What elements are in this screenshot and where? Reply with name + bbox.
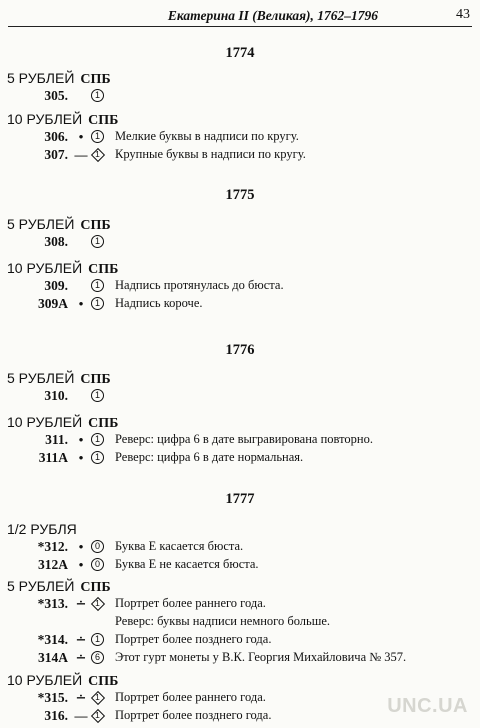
- rarity-circle-icon: [91, 651, 104, 664]
- rarity-degree: 1: [91, 279, 104, 292]
- page-number: 43: [456, 7, 470, 22]
- rarity-degree: 0: [91, 540, 104, 553]
- denomination-label: 5 РУБЛЕЙ: [7, 216, 75, 232]
- denomination-label: 5 РУБЛЕЙ: [7, 578, 75, 594]
- rarity-degree: 1: [95, 598, 100, 608]
- catalog-entry-continuation: [0, 614, 480, 630]
- catalog-entry: [0, 278, 480, 294]
- diamond-frame: [91, 597, 104, 610]
- page-header: [8, 4, 472, 27]
- year-heading: 1775: [225, 187, 255, 203]
- rarity-degree: 1: [95, 149, 100, 159]
- mint-label: СПБ: [88, 113, 119, 128]
- catalog-entry: [0, 388, 480, 404]
- rarity-circle-icon: [91, 451, 104, 464]
- rarity-circle-icon: [91, 558, 104, 571]
- rarity-mark: •: [78, 432, 84, 447]
- entry-description: Портрет более раннего года.: [115, 596, 266, 610]
- mint-label: СПБ: [80, 580, 111, 595]
- year-heading: 1776: [225, 342, 255, 358]
- rarity-degree: 1: [91, 433, 104, 446]
- catalog-entry: [0, 596, 480, 612]
- entry-description: Портрет более раннего года.: [115, 690, 266, 704]
- rarity-mark: —: [74, 708, 88, 723]
- catalog-entry: [0, 129, 480, 145]
- catalog-entry: [0, 650, 480, 666]
- catalog-entry: [0, 234, 480, 250]
- mint-label: СПБ: [88, 262, 119, 277]
- entry-number: 311А: [38, 450, 68, 465]
- rarity-mark: •: [78, 296, 84, 311]
- rarity-degree: 1: [91, 89, 104, 102]
- rarity-circle-icon: [91, 297, 104, 310]
- denomination-label: 5 РУБЛЕЙ: [7, 370, 75, 386]
- entry-description: Реверс: цифра 6 в дате нормальная.: [115, 450, 304, 464]
- catalog-entry: [0, 539, 480, 555]
- denomination-label: 10 РУБЛЕЙ: [7, 672, 83, 688]
- rarity-circle-icon: [91, 279, 104, 292]
- denomination-label: 1/2 РУБЛЯ: [7, 521, 77, 537]
- rarity-diamond-icon: [91, 691, 104, 704]
- rarity-degree: 1: [95, 710, 100, 720]
- rarity-mark: —: [74, 147, 88, 162]
- entry-number: 314А: [38, 650, 68, 665]
- denomination-heading: [7, 260, 118, 278]
- rarity-circle-icon: [91, 235, 104, 248]
- catalog-entry: [0, 88, 480, 104]
- rarity-mark: •: [78, 129, 84, 144]
- denomination-heading: [7, 672, 118, 690]
- year-heading: 1774: [225, 45, 255, 61]
- denomination-heading: [7, 216, 111, 234]
- diamond-frame: [91, 148, 104, 161]
- watermark: UNC.UA: [387, 695, 468, 717]
- entry-number: 311.: [45, 432, 68, 447]
- entry-number: 306.: [44, 129, 68, 144]
- entry-description: Надпись короче.: [115, 296, 203, 310]
- denomination-label: 5 РУБЛЕЙ: [7, 70, 75, 86]
- catalog-entry: [0, 557, 480, 573]
- mint-label: СПБ: [80, 72, 111, 87]
- rarity-circle-icon: [91, 540, 104, 553]
- denomination-heading: [7, 521, 77, 537]
- entry-number: *315.: [37, 690, 68, 705]
- entry-number: *314.: [37, 632, 68, 647]
- rarity-diamond-icon: [91, 709, 104, 722]
- rarity-mark: •: [78, 450, 84, 465]
- catalog-entry: [0, 450, 480, 466]
- mint-label: СПБ: [80, 218, 111, 233]
- entry-number: *313.: [37, 596, 68, 611]
- rarity-circle-icon: [91, 433, 104, 446]
- entry-description: Крупные буквы в надписи по кругу.: [115, 147, 306, 161]
- rarity-degree: 0: [91, 558, 104, 571]
- rarity-circle-icon: [91, 389, 104, 402]
- entry-number: 307.: [44, 147, 68, 162]
- denomination-label: 10 РУБЛЕЙ: [7, 260, 83, 276]
- entry-number: 316.: [44, 708, 68, 723]
- diamond-frame: [91, 691, 104, 704]
- catalog-entry: [0, 432, 480, 448]
- rarity-circle-icon: [91, 633, 104, 646]
- denomination-heading: [7, 414, 118, 432]
- rarity-mark: ∸: [75, 690, 87, 705]
- mint-label: СПБ: [88, 416, 119, 431]
- entry-number: 310.: [44, 388, 68, 403]
- rarity-diamond-icon: [91, 148, 104, 161]
- rarity-circle-icon: [91, 130, 104, 143]
- entry-number: 309.: [44, 278, 68, 293]
- rarity-degree: 6: [91, 651, 104, 664]
- catalog-entry: [0, 632, 480, 648]
- rarity-mark: ∸: [75, 596, 87, 611]
- rarity-degree: 1: [91, 633, 104, 646]
- entry-description: Надпись протянулась до бюста.: [115, 278, 284, 292]
- entry-description: Реверс: буквы надписи немного больше.: [115, 614, 331, 628]
- denomination-heading: [7, 111, 118, 129]
- denomination-heading: [7, 370, 111, 388]
- entry-number: 305.: [44, 88, 68, 103]
- denomination-label: 10 РУБЛЕЙ: [7, 111, 83, 127]
- rarity-mark: •: [78, 557, 84, 572]
- denomination-label: 10 РУБЛЕЙ: [7, 414, 83, 430]
- rarity-diamond-icon: [91, 597, 104, 610]
- rarity-degree: 1: [91, 130, 104, 143]
- entry-description: Буква Е не касается бюста.: [115, 557, 259, 571]
- entry-number: 308.: [44, 234, 68, 249]
- catalog-entry: [0, 296, 480, 312]
- running-title: Екатерина II (Великая), 1762–1796: [167, 8, 379, 23]
- rarity-mark: •: [78, 539, 84, 554]
- year-heading: 1777: [225, 491, 255, 507]
- rarity-degree: 1: [91, 297, 104, 310]
- mint-label: СПБ: [88, 674, 119, 689]
- catalog-entry: [0, 147, 480, 163]
- rarity-degree: 1: [91, 451, 104, 464]
- entry-description: Портрет более позднего года.: [115, 708, 272, 722]
- rarity-degree: 1: [91, 235, 104, 248]
- rarity-circle-icon: [91, 89, 104, 102]
- entry-description: Мелкие буквы в надписи по кругу.: [115, 129, 299, 143]
- entry-number: 309А: [38, 296, 68, 311]
- entry-number: 312А: [38, 557, 68, 572]
- rarity-mark: ∸: [75, 650, 87, 665]
- entry-number: *312.: [37, 539, 68, 554]
- rarity-degree: 1: [95, 692, 100, 702]
- entry-description: Портрет более позднего года.: [115, 632, 272, 646]
- denomination-heading: [7, 578, 111, 596]
- entry-description: Реверс: цифра 6 в дате выгравирована повторно.: [115, 432, 373, 446]
- rarity-mark: ∸: [75, 632, 87, 647]
- mint-label: СПБ: [80, 372, 111, 387]
- entry-description: Буква Е касается бюста.: [115, 539, 244, 553]
- rarity-degree: 1: [91, 389, 104, 402]
- entry-description: Этот гурт монеты у В.К. Георгия Михайловича № 357.: [115, 650, 407, 664]
- diamond-frame: [91, 709, 104, 722]
- denomination-heading: [7, 70, 111, 88]
